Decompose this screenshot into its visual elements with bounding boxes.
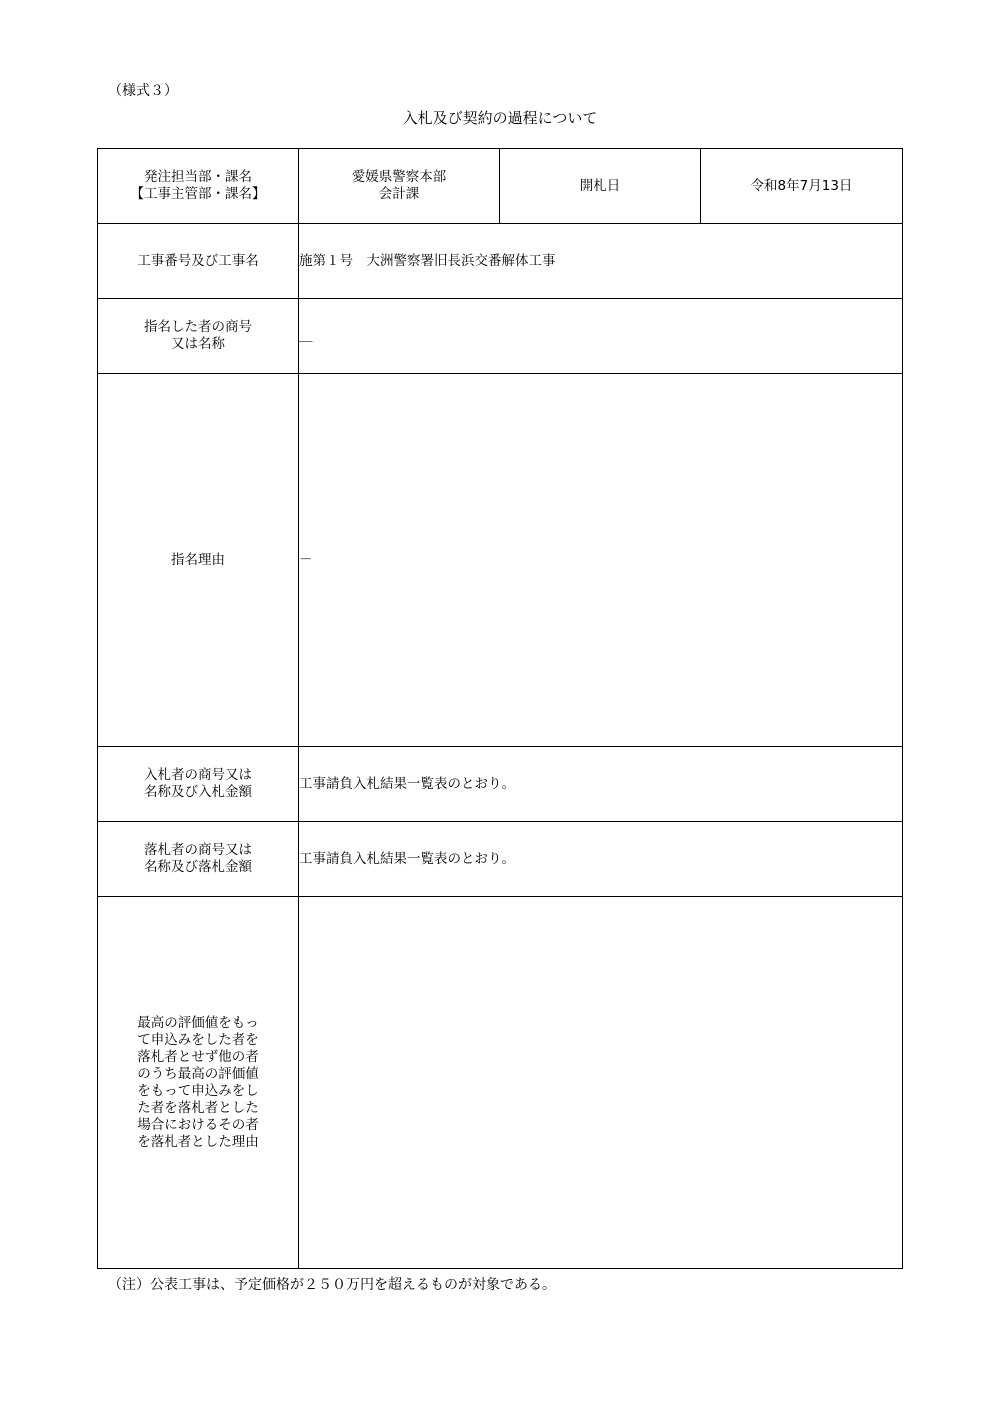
department-value-cell — [299, 149, 500, 224]
department-label-line2: 【工事主管部・課名】 — [130, 186, 266, 202]
project-row — [98, 224, 903, 299]
opening-date-value: 令和8年7月13日 — [701, 149, 903, 224]
bidder-label-cell — [98, 747, 299, 822]
exception-label-cell — [98, 897, 299, 1269]
project-value: 施第１号 大洲警察署旧長浜交番解体工事 — [299, 224, 903, 299]
department-value-line2: 会計課 — [378, 186, 420, 202]
reason-value: － — [299, 374, 903, 747]
designee-row — [98, 299, 903, 374]
department-label-cell — [98, 149, 299, 224]
winner-label-line1: 落札者の商号又は — [144, 842, 252, 858]
designee-value: ＿ — [299, 299, 903, 374]
department-value-line1: 愛媛県警察本部 — [351, 169, 447, 185]
winner-row — [98, 822, 903, 897]
exception-value — [299, 897, 903, 1269]
department-row — [98, 149, 903, 224]
exception-row — [98, 897, 903, 1269]
opening-date-label: 開札日 — [500, 149, 701, 224]
procurement-table — [97, 148, 903, 1269]
winner-value: 工事請負入札結果一覧表のとおり。 — [299, 822, 903, 897]
reason-row — [98, 374, 903, 747]
bidder-label-line1: 入札者の商号又は — [144, 767, 252, 783]
document-title: 入札及び契約の過程について — [402, 109, 598, 127]
department-label-line1: 発注担当部・課名 — [144, 169, 252, 185]
footer-note: （注）公表工事は、予定価格が２５０万円を超えるものが対象である。 — [108, 1277, 556, 1293]
form-id: （様式３） — [108, 83, 178, 99]
reason-label: 指名理由 — [98, 374, 299, 747]
exception-label: 最高の評価値をもっ て申込みをした者を 落札者とせず他の者 のうち最高の評価値 をもって申込みをし た者を落札者とした 場合におけるその者 を落札者とした理由 — [137, 1014, 259, 1150]
designee-label-cell — [98, 299, 299, 374]
bidder-label-line2: 名称及び入札金額 — [144, 784, 252, 800]
winner-label-line2: 名称及び落札金額 — [144, 859, 252, 875]
bidder-row — [98, 747, 903, 822]
winner-label-cell — [98, 822, 299, 897]
project-label: 工事番号及び工事名 — [98, 224, 299, 299]
bidder-value: 工事請負入札結果一覧表のとおり。 — [299, 747, 903, 822]
designee-label-line1: 指名した者の商号 — [144, 319, 252, 335]
designee-label-line2: 又は名称 — [171, 336, 225, 352]
